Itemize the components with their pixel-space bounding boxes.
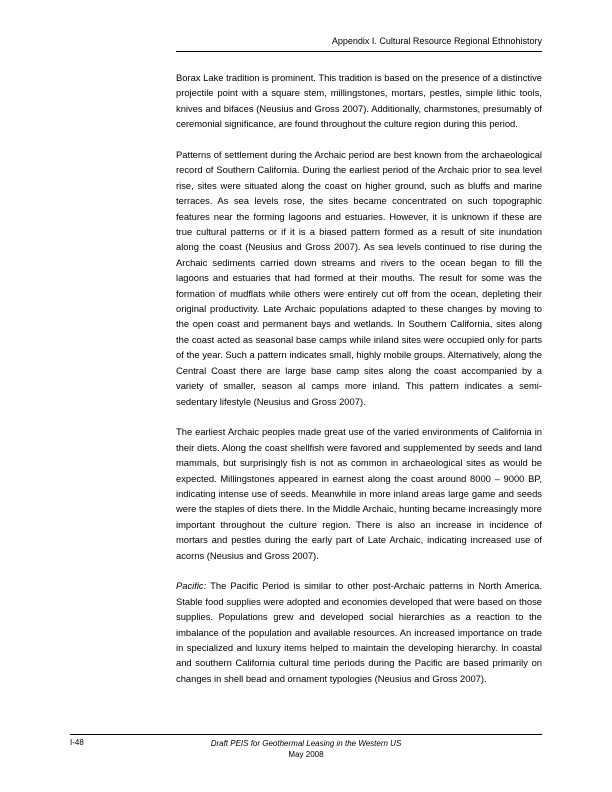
pacific-period-label: Pacific: bbox=[176, 580, 207, 592]
body-text bbox=[176, 70, 542, 702]
footer-divider bbox=[70, 734, 542, 735]
pacific-period-text: The Pacific Period is similar to other post-Archaic patterns in North America. Stable food supplies were adopted and economies developed that were based on those supplies. Populations grew and developed social hierarchies as a reaction to the imbalance of the population and available resources. An increased importance on trade in specialized and luxury items helped to maintain the developing hierarchy. In coastal and southern California cultural time periods during the Pacific are based primarily on changes in shell bead and ornament typologies (Neusius and Gross 2007). bbox=[176, 580, 542, 684]
page-number: I-48 bbox=[70, 738, 84, 747]
paragraph-borax-lake: Borax Lake tradition is prominent. This tradition is based on the presence of a distinctive projectile point with a square stem, millingstones, mortars, pestles, simple lithic tools, knives and bifaces (Neusius and Gross 2007). Additionally, charmstones, presumably of ceremonial significance, are found throughout the culture region during this period. bbox=[176, 72, 542, 130]
running-header: Appendix I. Cultural Resource Regional Ethnohistory bbox=[331, 36, 542, 46]
paragraph-archaic-diets: The earliest Archaic peoples made great use of the varied environments of California in their diets. Along the coast shellfish were favored and supplemented by seeds and land mammals, but surprisingly fish is not as common in archaeological sites as would be expected. Millingstones appeared in earnest along the coast around 8000 – 9000 BP, indicating intense use of seeds. Meanwhile in more inland areas large game and seeds were the staples of diets there. In the Middle Archaic, hunting became increasingly more important throughout the culture region. There is also an increase in incidence of mortars and pestles during the early part of Late Archaic, indicating increased use of acorns (Neusius and Gross 2007). bbox=[176, 426, 542, 561]
footer bbox=[0, 738, 612, 760]
paragraph-settlement-patterns: Patterns of settlement during the Archaic period are best known from the archaeological record of Southern California. During the earliest period of the Archaic prior to sea level rise, sites were situated along the coast on higher ground, such as bluffs and marine terraces. As sea levels rose, the sites became concentrated on such topographic features near the forming lagoons and estuaries. However, it is unknown if these are true cultural patterns or if it is a biased pattern formed as a result of site inundation along the coast (Neusius and Gross 2007). As sea levels continued to rise during the Archaic sediments carried down streams and rivers to the ocean began to fill the lagoons and estuaries that had formed at their mouths. The result for some was the formation of mudflats while others were entirely cut off from the ocean, depleting their original productivity. Late Archaic populations adapted to these changes by moving to the open coast and permanent bays and wetlands. In Southern California, sites along the coast acted as seasonal base camps while inland sites were occupied only for parts of the year. Such a pattern indicates small, highly mobile groups. Alternatively, along the Central Coast there are large base camp sites along the coast accompanied by a variety of smaller, season al camps more inland. This pattern indicates a semi-sedentary lifestyle (Neusius and Gross 2007). bbox=[176, 149, 542, 407]
document-title: Draft PEIS for Geothermal Leasing in the Western US bbox=[210, 739, 402, 748]
paragraph-pacific-period bbox=[176, 578, 542, 686]
document-date: May 2008 bbox=[288, 750, 324, 759]
header-divider bbox=[176, 51, 542, 52]
